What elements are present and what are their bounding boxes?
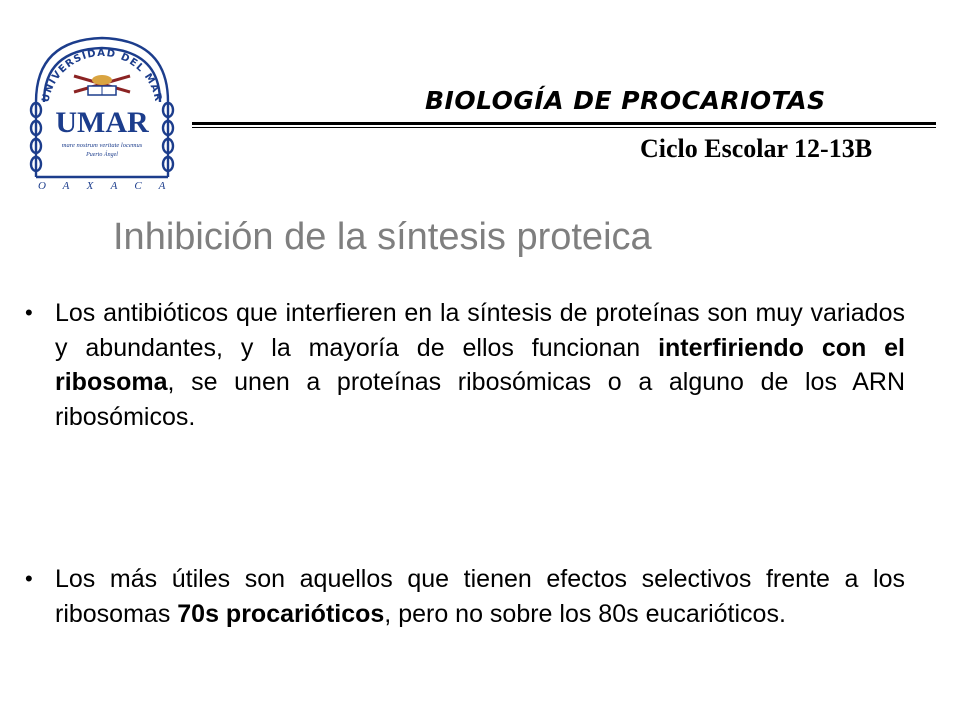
university-logo — [22, 32, 182, 192]
bullet-marker: • — [25, 300, 33, 325]
svg-text:UNIVERSIDAD DEL MAR: UNIVERSIDAD DEL MAR — [40, 47, 164, 104]
svg-text:X: X — [86, 180, 94, 192]
bullet-marker: • — [25, 566, 33, 591]
svg-text:Puerto Ángel: Puerto Ángel — [86, 152, 118, 158]
bullet-text: Los más útiles son aquellos que tienen efectos selectivos frente a los ribosomas 70s procarióticos, pero no sobre los 80s eucarióticos. — [55, 565, 905, 628]
bullet-item — [25, 296, 905, 434]
bullet-emphasis: interfiriendo con el ribosoma — [55, 333, 905, 396]
bullet-emphasis: 70s procarióticos — [177, 599, 385, 628]
svg-text:A: A — [110, 180, 118, 192]
header-rule-thin — [192, 127, 936, 128]
course-title: BIOLOGÍA DE PROCARIOTAS — [425, 86, 826, 115]
school-year: Ciclo Escolar 12-13B — [640, 134, 873, 163]
svg-text:A: A — [62, 180, 70, 192]
svg-text:A: A — [158, 180, 166, 192]
bullet-item — [25, 562, 905, 631]
svg-text:C: C — [134, 180, 142, 192]
svg-text:mare nostrum veritate locemus: mare nostrum veritate locemus — [61, 142, 143, 149]
bullet-text: Los antibióticos que interfieren en la síntesis de proteínas son muy variados y abundantes, y la mayoría de ellos funcionan interfiriendo con el ribosoma, se unen a proteínas ribosómicas o a alguno de los ARN ribosómicos. — [55, 299, 905, 431]
slide-title: Inhibición de la síntesis proteica — [113, 216, 652, 258]
svg-text:O: O — [38, 180, 46, 192]
svg-text:UMAR: UMAR — [55, 106, 149, 139]
header-rule — [192, 122, 936, 125]
